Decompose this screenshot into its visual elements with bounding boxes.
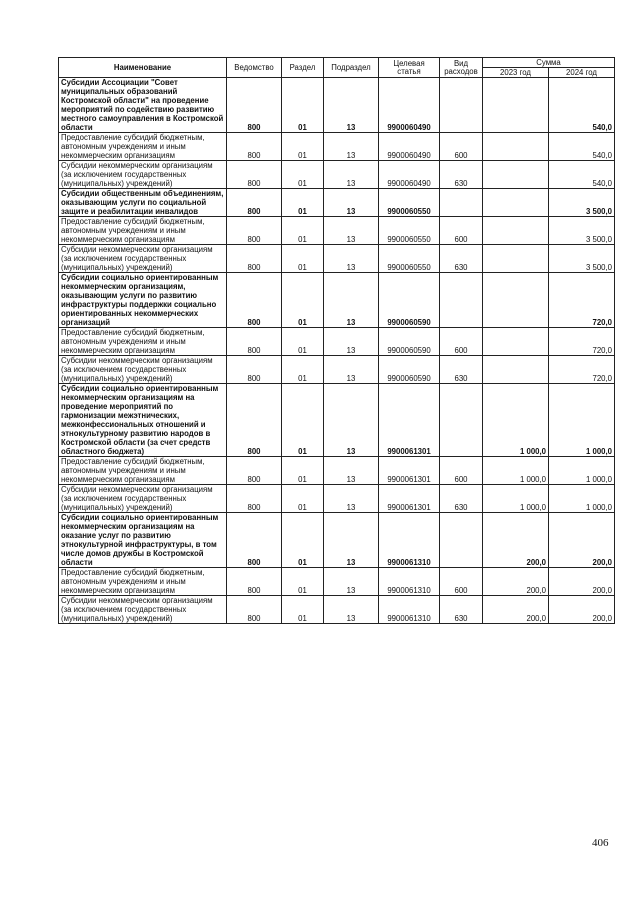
row-target-item: 9900061310 [379,513,440,568]
row-expense-type: 600 [440,568,483,596]
table-row [59,328,615,356]
table-body [59,78,615,624]
row-section: 01 [282,457,324,485]
row-amount-2023 [483,328,549,356]
row-subsection: 13 [324,596,379,624]
row-department: 800 [227,457,282,485]
row-expense-type [440,273,483,328]
row-department: 800 [227,273,282,328]
row-expense-type: 600 [440,217,483,245]
row-name: Предоставление субсидий бюджетным, автономным учреждениям и иным некоммерческим организациям [59,328,227,356]
table-row [59,161,615,189]
row-subsection: 13 [324,245,379,273]
row-expense-type [440,513,483,568]
row-subsection: 13 [324,457,379,485]
row-amount-2023 [483,78,549,133]
row-amount-2024: 540,0 [549,78,615,133]
row-section: 01 [282,485,324,513]
row-section: 01 [282,596,324,624]
row-name: Субсидии некоммерческим организациям (за исключением государственных (муниципальных) учреждений) [59,485,227,513]
row-amount-2024: 3 500,0 [549,245,615,273]
row-amount-2023 [483,245,549,273]
row-expense-type: 630 [440,245,483,273]
row-subsection: 13 [324,356,379,384]
row-expense-type: 600 [440,457,483,485]
row-target-item: 9900060490 [379,133,440,161]
row-subsection: 13 [324,78,379,133]
row-department: 800 [227,568,282,596]
row-amount-2023: 200,0 [483,513,549,568]
row-amount-2024: 540,0 [549,133,615,161]
row-target-item: 9900061310 [379,568,440,596]
row-department: 800 [227,189,282,217]
row-subsection: 13 [324,485,379,513]
row-subsection: 13 [324,189,379,217]
header-department: Ведомство [227,58,282,78]
page-number: 406 [592,837,609,849]
row-department: 800 [227,245,282,273]
row-amount-2024: 720,0 [549,328,615,356]
row-amount-2023: 1 000,0 [483,457,549,485]
row-section: 01 [282,161,324,189]
row-subsection: 13 [324,568,379,596]
table-row [59,596,615,624]
row-amount-2024: 1 000,0 [549,485,615,513]
row-name: Субсидии некоммерческим организациям (за исключением государственных (муниципальных) учреждений) [59,245,227,273]
row-subsection: 13 [324,133,379,161]
row-amount-2024: 3 500,0 [549,217,615,245]
row-department: 800 [227,78,282,133]
row-amount-2023 [483,217,549,245]
table-row [59,568,615,596]
row-section: 01 [282,513,324,568]
row-target-item: 9900061301 [379,457,440,485]
row-target-item: 9900060590 [379,356,440,384]
row-amount-2023: 1 000,0 [483,384,549,457]
row-department: 800 [227,328,282,356]
row-amount-2023 [483,133,549,161]
row-section: 01 [282,189,324,217]
row-target-item: 9900061310 [379,596,440,624]
row-section: 01 [282,568,324,596]
header-year-2024: 2024 год [549,68,615,78]
row-section: 01 [282,384,324,457]
row-amount-2023 [483,356,549,384]
row-amount-2024: 200,0 [549,596,615,624]
row-department: 800 [227,485,282,513]
row-name: Субсидии социально ориентированным некоммерческим организациям на проведение мероприятий по гармонизации межэтнических, межконфессиональных отношений и этнокультурному развитию народов в Костромской области (за счет средств областного бюджета) [59,384,227,457]
header-name: Наименование [59,58,227,78]
row-target-item: 9900060550 [379,217,440,245]
row-name: Предоставление субсидий бюджетным, автономным учреждениям и иным некоммерческим организациям [59,133,227,161]
row-expense-type [440,189,483,217]
row-amount-2024: 3 500,0 [549,189,615,217]
row-amount-2024: 720,0 [549,273,615,328]
row-name: Субсидии социально ориентированным некоммерческим организациям, оказывающим услуги по развитию инфраструктуры поддержки социально ориентированных некоммерческих организаций [59,273,227,328]
table-row [59,133,615,161]
row-amount-2024: 200,0 [549,513,615,568]
row-expense-type [440,384,483,457]
row-target-item: 9900060490 [379,78,440,133]
row-target-item: 9900061301 [379,384,440,457]
budget-table [58,57,615,624]
row-section: 01 [282,245,324,273]
row-amount-2023: 1 000,0 [483,485,549,513]
row-amount-2024: 1 000,0 [549,457,615,485]
row-name: Предоставление субсидий бюджетным, автономным учреждениям и иным некоммерческим организациям [59,457,227,485]
row-target-item: 9900060550 [379,189,440,217]
row-name: Предоставление субсидий бюджетным, автономным учреждениям и иным некоммерческим организациям [59,217,227,245]
row-target-item: 9900061301 [379,485,440,513]
header-target-item: Целевая статья [379,58,440,78]
row-amount-2023 [483,189,549,217]
row-expense-type: 630 [440,596,483,624]
row-section: 01 [282,356,324,384]
row-department: 800 [227,217,282,245]
row-expense-type: 630 [440,485,483,513]
table-row [59,189,615,217]
table-row [59,78,615,133]
row-section: 01 [282,78,324,133]
row-subsection: 13 [324,217,379,245]
row-name: Субсидии некоммерческим организациям (за исключением государственных (муниципальных) учреждений) [59,161,227,189]
row-amount-2024: 540,0 [549,161,615,189]
row-subsection: 13 [324,328,379,356]
row-section: 01 [282,328,324,356]
row-name: Субсидии Ассоциации "Совет муниципальных образований Костромской области" на проведение мероприятий по содействию развитию местного самоуправления в Костромской области [59,78,227,133]
row-department: 800 [227,356,282,384]
row-amount-2023: 200,0 [483,596,549,624]
row-target-item: 9900060590 [379,328,440,356]
row-amount-2023 [483,161,549,189]
row-department: 800 [227,596,282,624]
row-expense-type: 600 [440,133,483,161]
table-row [59,356,615,384]
row-target-item: 9900060490 [379,161,440,189]
row-amount-2023: 200,0 [483,568,549,596]
row-name: Субсидии общественным объединениям, оказывающим услуги по социальной защите и реабилитации инвалидов [59,189,227,217]
table-row [59,217,615,245]
table-row [59,273,615,328]
row-expense-type: 630 [440,356,483,384]
row-name: Субсидии некоммерческим организациям (за исключением государственных (муниципальных) учреждений) [59,356,227,384]
row-target-item: 9900060550 [379,245,440,273]
row-amount-2024: 1 000,0 [549,384,615,457]
row-section: 01 [282,133,324,161]
table-row [59,457,615,485]
row-section: 01 [282,273,324,328]
row-expense-type [440,78,483,133]
row-subsection: 13 [324,384,379,457]
table-row [59,513,615,568]
row-department: 800 [227,161,282,189]
row-subsection: 13 [324,161,379,189]
row-amount-2024: 200,0 [549,568,615,596]
row-department: 800 [227,384,282,457]
row-expense-type: 630 [440,161,483,189]
row-department: 800 [227,133,282,161]
table-row [59,485,615,513]
row-section: 01 [282,217,324,245]
row-target-item: 9900060590 [379,273,440,328]
header-section: Раздел [282,58,324,78]
row-amount-2023 [483,273,549,328]
header-expense-type: Вид расходов [440,58,483,78]
row-subsection: 13 [324,513,379,568]
header-subsection: Подраздел [324,58,379,78]
row-amount-2024: 720,0 [549,356,615,384]
row-name: Предоставление субсидий бюджетным, автономным учреждениям и иным некоммерческим организациям [59,568,227,596]
row-department: 800 [227,513,282,568]
row-expense-type: 600 [440,328,483,356]
table-row [59,245,615,273]
row-name: Субсидии некоммерческим организациям (за исключением государственных (муниципальных) учреждений) [59,596,227,624]
table-row [59,384,615,457]
header-year-2023: 2023 год [483,68,549,78]
row-name: Субсидии социально ориентированным некоммерческим организациям на оказание услуг по развитию этнокультурной инфраструктуры, в том числе домов дружбы в Костромской области [59,513,227,568]
header-amount: Сумма [483,58,615,68]
row-subsection: 13 [324,273,379,328]
